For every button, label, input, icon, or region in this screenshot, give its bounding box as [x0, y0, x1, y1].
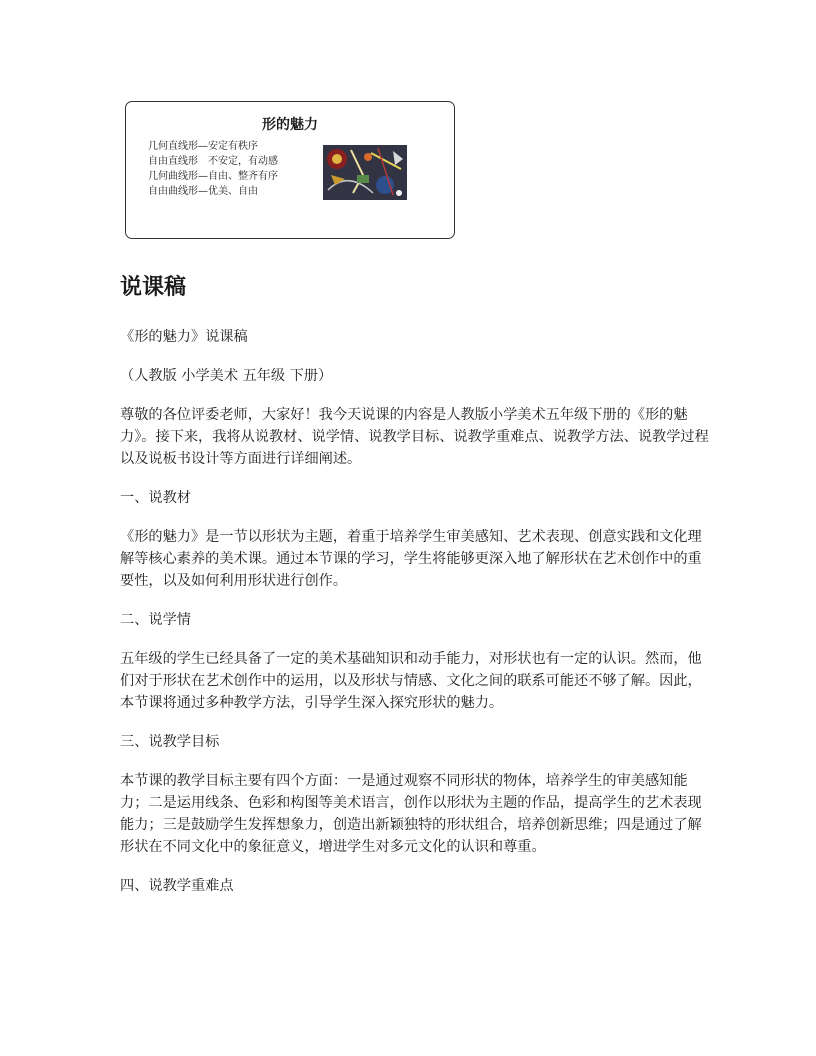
slide-title: 形的魅力	[262, 117, 318, 133]
document-body	[120, 326, 710, 914]
slide-thumbnail	[125, 101, 455, 239]
paragraph: 五年级的学生已经具备了一定的美术基础知识和动手能力，对形状也有一定的认识。然而，他们对于形状在艺术创作中的运用，以及形状与情感、文化之间的联系可能还不够了解。因此，本节课将通过多种教学方法，引导学生深入探究形状的魅力。	[120, 651, 702, 711]
slide-line-list	[148, 139, 278, 199]
paragraph: 《形的魅力》是一节以形状为主题，着重于培养学生审美感知、艺术表现、创意实践和文化理解等核心素养的美术课。通过本节课的学习，学生将能够更深入地了解形状在艺术创作中的重要性，以及如何利用形状进行创作。	[120, 529, 702, 589]
slide-line: 几何直线形—安定有秩序	[148, 141, 258, 152]
abstract-painting-icon	[323, 145, 407, 200]
section-heading: 一、说教材	[120, 490, 191, 506]
paragraph: 尊敬的各位评委老师，大家好！我今天说课的内容是人教版小学美术五年级下册的《形的魅力》。接下来，我将从说教材、说学情、说教学目标、说教学重难点、说教学方法、说教学过程以及说板书设计等方面进行详细阐述。	[120, 407, 709, 467]
slide-line: 几何曲线形—自由、整齐有序	[148, 171, 278, 182]
section-heading: 三、说教学目标	[120, 734, 220, 750]
paragraph: 《形的魅力》说课稿	[120, 329, 248, 345]
section-heading: 二、说学情	[120, 612, 191, 628]
paragraph: 本节课的教学目标主要有四个方面：一是通过观察不同形状的物体，培养学生的审美感知能力；二是运用线条、色彩和构图等美术语言，创作以形状为主题的作品，提高学生的艺术表现能力；三是鼓励学生发挥想象力，创造出新颖独特的形状组合，培养创新思维；四是通过了解形状在不同文化中的象征意义，增进学生对多元文化的认识和尊重。	[120, 773, 702, 855]
slide-line: 自由直线形 不安定，有动感	[148, 156, 278, 167]
slide-line: 自由曲线形—优美、自由	[148, 186, 258, 197]
document-heading: 说课稿	[120, 275, 187, 300]
section-heading: 四、说教学重难点	[120, 878, 234, 894]
paragraph: （人教版 小学美术 五年级 下册）	[120, 368, 333, 384]
